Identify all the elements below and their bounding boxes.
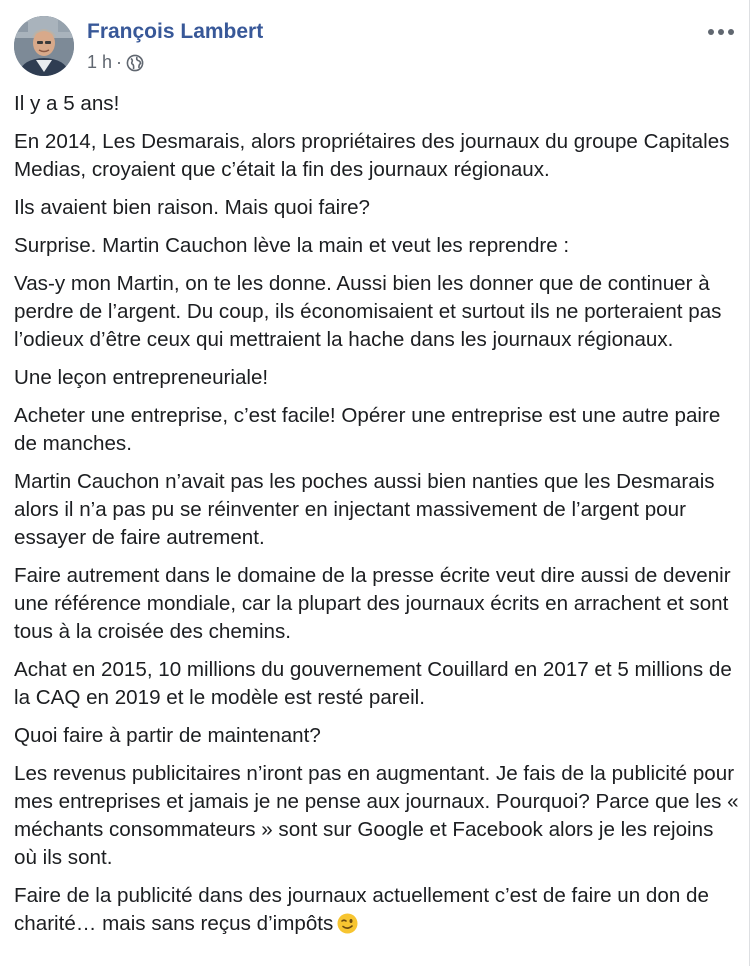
globe-icon[interactable]	[126, 54, 144, 72]
post-paragraph-text: Faire de la publicité dans des journaux actuellement c’est de faire un don de charité… mais sans reçus d’impôts	[14, 884, 709, 935]
post-paragraph: En 2014, Les Desmarais, alors propriétaires des journaux du groupe Capitales Medias, croyaient que c’était la fin des journaux régionaux.	[14, 130, 730, 181]
post-paragraph: Vas-y mon Martin, on te les donne. Aussi bien les donner que de continuer à perdre de l’argent. Du coup, ils économisaient et surtout ils ne porteraient pas l’odieux d’être ceux qui mettraient la hache dans les journaux régionaux.	[14, 272, 722, 351]
post-paragraph: Martin Cauchon n’avait pas les poches aussi bien nanties que les Desmarais alors il n’a pas pu se réinventer en injectant massivement de l’argent pour essayer de faire autrement.	[14, 470, 715, 549]
post-paragraph: Ils avaient bien raison. Mais quoi faire?	[14, 196, 371, 219]
post-meta	[87, 52, 144, 73]
post-paragraph: Surprise. Martin Cauchon lève la main et veut les reprendre :	[14, 234, 570, 257]
post-paragraph: Les revenus publicitaires n’iront pas en augmentant. Je fais de la publicité pour mes entreprises et jamais je ne pense aux journaux. Pourquoi? Parce que les « méchants consommateurs » sont sur Google et Facebook alors je les rejoins où ils sont.	[14, 762, 739, 869]
post-paragraph: Acheter une entreprise, c’est facile! Opérer une entreprise est une autre paire de manches.	[14, 404, 721, 455]
meta-separator: ·	[116, 52, 123, 72]
winking-face-icon	[337, 913, 358, 934]
avatar-photo	[14, 16, 74, 76]
more-options-icon[interactable]	[706, 22, 736, 42]
post-paragraph: Achat en 2015, 10 millions du gouvernement Couillard en 2017 et 5 millions de la CAQ en 2019 et le modèle est resté pareil.	[14, 658, 732, 709]
post-last-paragraph	[14, 882, 739, 938]
author-avatar[interactable]	[14, 16, 74, 76]
post-header	[14, 16, 736, 80]
author-name[interactable]: François Lambert	[87, 20, 264, 43]
post-timestamp[interactable]: 1 h	[87, 52, 113, 72]
post-body	[14, 90, 739, 948]
post-paragraph: Il y a 5 ans!	[14, 92, 120, 115]
post-paragraph: Une leçon entrepreneuriale!	[14, 366, 269, 389]
post-paragraph: Faire autrement dans le domaine de la presse écrite veut dire aussi de devenir une référence mondiale, car la plupart des journaux écrits en arrachent et sont tous à la croisée des chemins.	[14, 564, 731, 643]
post-paragraph: Quoi faire à partir de maintenant?	[14, 724, 321, 747]
